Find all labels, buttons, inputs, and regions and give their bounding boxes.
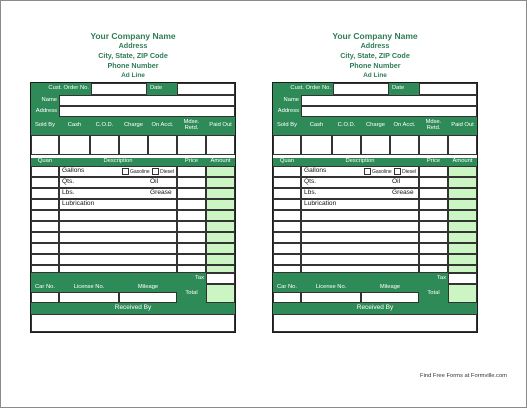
cod-header: C.O.D. [90,117,119,135]
quan-cell[interactable] [31,177,59,188]
amount-cell[interactable] [206,265,235,273]
quan-cell[interactable] [31,210,59,221]
cash-header: Cash [301,117,332,135]
price-cell[interactable] [177,221,206,232]
mdse-retd-field[interactable] [177,135,206,155]
sold-by-header: Sold By [31,117,59,135]
cod-header: C.O.D. [332,117,361,135]
company-address: Address [118,41,148,50]
amount-header: Amount [206,158,235,166]
description-cell[interactable] [301,221,419,232]
mileage-field[interactable] [119,292,177,303]
amount-cell[interactable] [448,177,477,188]
lbs-label: Lbs. [304,189,317,197]
date-field[interactable] [419,83,477,95]
quan-cell[interactable] [273,199,301,210]
license-no-field[interactable] [301,292,361,303]
on-acct-header: On Acct. [390,117,419,135]
lbs-label: Lbs. [62,189,75,197]
cust-order-field[interactable] [333,83,389,95]
on-acct-field[interactable] [390,135,419,155]
description-cell[interactable] [59,232,177,243]
item-qts[interactable] [301,177,419,188]
price-header: Price [419,158,448,166]
lubrication-label: Lubrication [304,200,337,208]
quan-cell[interactable] [31,199,59,210]
quan-cell[interactable] [273,188,301,199]
amount-cell[interactable] [206,210,235,221]
car-no-header: Car No. [31,284,59,292]
charge-field[interactable] [361,135,390,155]
gallons-label: Gallons [304,167,327,175]
description-cell[interactable] [301,232,419,243]
on-acct-field[interactable] [148,135,177,155]
quan-cell[interactable] [31,265,59,273]
company-name: Your Company Name [90,31,176,41]
price-cell[interactable] [177,166,206,177]
quan-cell[interactable] [273,243,301,254]
license-no-header: License No. [301,284,361,292]
description-cell[interactable] [59,243,177,254]
received-by-field[interactable] [31,314,235,332]
received-by-field[interactable] [273,314,477,332]
quan-cell[interactable] [273,265,301,273]
quan-header: Quan [273,158,301,166]
quan-cell[interactable] [273,254,301,265]
amount-cell[interactable] [206,221,235,232]
description-cell[interactable] [301,254,419,265]
sold-by-header: Sold By [273,117,301,135]
cust-order-label: Cust. Order No. [31,83,91,95]
price-cell[interactable] [419,243,448,254]
amount-cell[interactable] [206,254,235,265]
price-cell[interactable] [177,232,206,243]
price-cell[interactable] [419,254,448,265]
gasoline-label: Gasoline [371,168,392,175]
price-cell[interactable] [177,188,206,199]
name-label: Name [31,95,59,106]
item-gallons[interactable] [59,166,177,177]
price-cell[interactable] [419,199,448,210]
price-cell[interactable] [419,166,448,177]
price-cell[interactable] [419,188,448,199]
amount-cell[interactable] [448,232,477,243]
tax-field[interactable] [206,273,235,284]
date-field[interactable] [177,83,235,95]
mileage-header: Mileage [119,284,177,292]
amount-cell[interactable] [448,265,477,273]
tax-label: Tax [31,273,206,284]
qts-label: Qts. [304,178,317,186]
description-cell[interactable] [301,243,419,254]
price-cell[interactable] [419,177,448,188]
company-name: Your Company Name [332,31,418,41]
cust-order-label: Cust. Order No. [273,83,333,95]
quan-cell[interactable] [31,166,59,177]
price-cell[interactable] [177,265,206,273]
address-field[interactable] [301,106,477,117]
item-lbs[interactable] [59,188,177,199]
amount-cell[interactable] [448,221,477,232]
price-header: Price [177,158,206,166]
quan-header: Quan [31,158,59,166]
received-by-label: Received By [31,303,235,314]
amount-cell[interactable] [448,254,477,265]
description-cell[interactable] [59,210,177,221]
charge-header: Charge [119,117,148,135]
date-label: Date [147,83,177,95]
fuel-choice [363,168,416,175]
on-acct-header: On Acct. [148,117,177,135]
amount-cell[interactable] [206,177,235,188]
date-label: Date [389,83,419,95]
quan-cell[interactable] [31,254,59,265]
oil-label: Oil [150,178,159,186]
qts-label: Qts. [62,178,75,186]
gasoline-checkbox[interactable] [122,168,129,175]
grease-label: Grease [150,189,172,197]
description-header: Description [59,158,177,166]
total-label: Total [419,284,448,303]
price-cell[interactable] [419,265,448,273]
charge-header: Charge [361,117,390,135]
grease-label: Grease [392,189,414,197]
amount-cell[interactable] [206,232,235,243]
name-field[interactable] [301,95,477,106]
total-field[interactable] [448,284,477,303]
company-phone: Phone Number [107,61,159,70]
item-lbs[interactable] [301,188,419,199]
sales-form-left [30,82,236,333]
amount-cell[interactable] [448,210,477,221]
company-phone: Phone Number [349,61,401,70]
item-lubrication[interactable] [301,199,419,210]
ad-line: Ad Line [121,72,145,79]
paid-out-header: Paid Out [448,117,477,135]
address-field[interactable] [59,106,235,117]
address-label: Address [273,106,301,117]
gallons-label: Gallons [62,167,85,175]
address-label: Address [31,106,59,117]
price-cell[interactable] [177,254,206,265]
description-cell[interactable] [301,265,419,273]
cod-field[interactable] [90,135,119,155]
sold-by-field[interactable] [273,135,301,155]
amount-cell[interactable] [448,188,477,199]
tax-label: Tax [273,273,448,284]
quan-cell[interactable] [273,177,301,188]
description-cell[interactable] [59,254,177,265]
ad-line: Ad Line [363,72,387,79]
header-left [33,31,233,81]
fuel-choice [121,168,174,175]
total-label: Total [177,284,206,303]
amount-cell[interactable] [448,199,477,210]
footer-link[interactable]: Find Free Forms at Formville.com [420,373,507,379]
company-address: Address [360,41,390,50]
mileage-header: Mileage [361,284,419,292]
cash-field[interactable] [301,135,332,155]
quan-cell[interactable] [31,188,59,199]
paid-out-field[interactable] [448,135,477,155]
quan-cell[interactable] [273,166,301,177]
quan-cell[interactable] [273,232,301,243]
price-cell[interactable] [177,210,206,221]
company-city: City, State, ZIP Code [340,51,410,60]
lubrication-label: Lubrication [62,200,95,208]
name-label: Name [273,95,301,106]
item-qts[interactable] [59,177,177,188]
description-cell[interactable] [59,265,177,273]
sold-by-field[interactable] [31,135,59,155]
license-no-field[interactable] [59,292,119,303]
quan-cell[interactable] [273,210,301,221]
item-lubrication[interactable] [59,199,177,210]
amount-cell[interactable] [206,166,235,177]
amount-cell[interactable] [448,243,477,254]
charge-field[interactable] [119,135,148,155]
quan-cell[interactable] [31,243,59,254]
sales-form-right [272,82,478,333]
name-field[interactable] [59,95,235,106]
header-right [275,31,475,81]
quan-cell[interactable] [31,232,59,243]
amount-header: Amount [448,158,477,166]
description-cell[interactable] [59,221,177,232]
oil-label: Oil [392,178,401,186]
car-no-header: Car No. [273,284,301,292]
diesel-label: Diesel [402,168,416,175]
diesel-label: Diesel [160,168,174,175]
mdse-retd-field[interactable] [419,135,448,155]
mdse-retd-header: Mdse. Retd. [177,117,206,135]
price-cell[interactable] [419,221,448,232]
price-cell[interactable] [177,177,206,188]
amount-cell[interactable] [206,243,235,254]
quan-cell[interactable] [273,221,301,232]
received-by-label: Received By [273,303,477,314]
description-header: Description [301,158,419,166]
company-city: City, State, ZIP Code [98,51,168,60]
mileage-field[interactable] [361,292,419,303]
cash-header: Cash [59,117,90,135]
diesel-checkbox[interactable] [394,168,401,175]
car-no-field[interactable] [31,292,59,303]
license-no-header: License No. [59,284,119,292]
mdse-retd-header: Mdse. Retd. [419,117,448,135]
item-gallons[interactable] [301,166,419,177]
price-cell[interactable] [419,232,448,243]
description-cell[interactable] [301,210,419,221]
amount-cell[interactable] [206,199,235,210]
tax-field[interactable] [448,273,477,284]
cash-field[interactable] [59,135,90,155]
quan-cell[interactable] [31,221,59,232]
paid-out-header: Paid Out [206,117,235,135]
total-field[interactable] [206,284,235,303]
cust-order-field[interactable] [91,83,147,95]
cod-field[interactable] [332,135,361,155]
gasoline-checkbox[interactable] [364,168,371,175]
car-no-field[interactable] [273,292,301,303]
diesel-checkbox[interactable] [152,168,159,175]
amount-cell[interactable] [206,188,235,199]
paid-out-field[interactable] [206,135,235,155]
amount-cell[interactable] [448,166,477,177]
price-cell[interactable] [177,199,206,210]
price-cell[interactable] [177,243,206,254]
price-cell[interactable] [419,210,448,221]
gasoline-label: Gasoline [129,168,150,175]
